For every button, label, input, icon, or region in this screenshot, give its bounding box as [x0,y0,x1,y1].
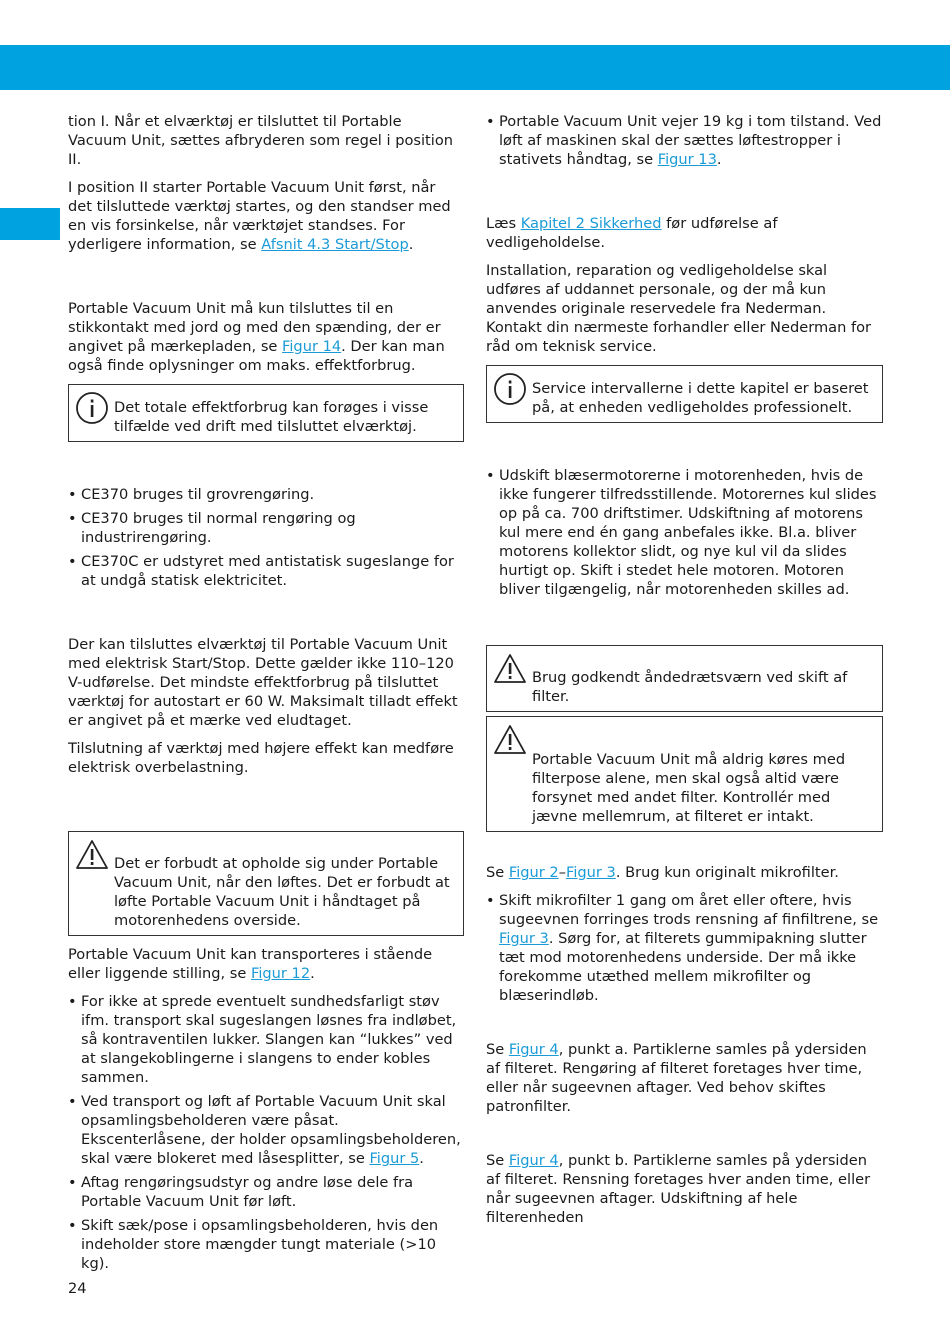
chapter-tab-marker [0,208,60,240]
warning-icon [493,723,527,757]
bullet-list [68,485,464,590]
list-item: • Ved transport og løft af Portable Vacuum Unit skal opsamlingsbeholderen være påsat. Ekscenterlåsene, der holder opsamlingsbeholderen, skal være blokeret med låsesplitter, se Figur 5. [68,1092,464,1168]
paragraph: Installation, reparation og vedligeholdelse skal udføres af uddannet personale, og der må kun anvendes originale reservedele fra Nederman. Kontakt din nærmeste forhandler eller Nederman for råd om teknisk service. [486,262,872,355]
list-item: • Portable Vacuum Unit vejer 19 kg i tom tilstand. Ved løft af maskinen skal der sættes løftestropper i stativets håndtag, se Figur 13. [486,112,883,169]
notice-text: Det er forbudt at opholde sig under Portable Vacuum Unit, når den løftes. Det er forbudt at løfte Portable Vacuum Unit i håndtaget på motorenhedens overside. [114,855,450,929]
list-item: • Udskift blæsermotorerne i motorenheden, hvis de ikke fungerer tilfredsstillende. Motorernes kul slides op på ca. 700 driftstimer. Udskiftning af motorens kul mere end én gang anbefales ikke. Bl.a. bliver motorens kollektor slidt, og nye kul vil da slides hurtigt op. Skift i stedet hele motoren. Motoren bliver tilgængelig, når motorenheden skilles ad. [486,466,883,599]
info-notice [68,384,464,442]
paragraph: Portable Vacuum Unit kan transporteres i stående eller liggende stilling, se Figur 12. [68,946,433,982]
section-link[interactable]: Afsnit 4.3 Start/Stop [261,236,409,253]
bullet-list [486,891,883,1005]
bullet-list [486,466,883,599]
list-item: • For ikke at sprede eventuelt sundhedsfarligt støv ifm. transport skal sugeslangen løsnes fra indløbet, så kontraventilen lukker. Slangen kan “lukkes” ved at slangekoblingerne i slangens to ender kobles sammen. [68,992,464,1087]
chapter-link[interactable]: Kapitel 2 Sikkerhed [520,215,662,232]
notice-text: Service intervallerne i dette kapitel er baseret på, at enheden vedligeholdes professionelt. [532,380,869,416]
paragraph: Portable Vacuum Unit må kun tilsluttes til en stikkontakt med jord og med den spænding, der er angivet på mærkepladen, se Figur 14. Der kan man også finde oplysninger om maks. effektforbrug. [68,300,445,374]
paragraph: Se Figur 2–Figur 3. Brug kun originalt mikrofilter. [486,864,839,881]
left-column [68,112,464,1282]
paragraph: Se Figur 4, punkt a. Partiklerne samles på ydersiden af filteret. Rengøring af filteret foretages hver time, eller når sugeevnen aftager. Ved behov skiftes patronfilter. [486,1041,867,1115]
warning-notice [68,831,464,936]
list-item: • CE370 bruges til normal rengøring og industrirengøring. [68,509,464,547]
list-item: • Skift mikrofilter 1 gang om året eller oftere, hvis sugeevnen forringes trods rensning af finfiltrene, se Figur 3. Sørg for, at filterets gummipakning slutter tæt mod motorenhedens underside. Der må ikke forekomme utæthed mellem mikrofilter og blæserindløb. [486,891,883,1005]
warning-icon [493,652,527,686]
page-number: 24 [68,1280,87,1297]
figure-link[interactable]: Figur 14 [282,338,342,355]
figure-link[interactable]: Figur 3 [566,864,616,881]
bullet-list [68,992,464,1273]
info-icon [493,372,527,406]
list-item: • CE370C er udstyret med antistatisk sugeslange for at undgå statisk elektricitet. [68,552,464,590]
paragraph: tion I. Når et elværktøj er tilsluttet til Portable Vacuum Unit, sættes afbryderen som regel i position II. [68,113,454,168]
paragraph: Læs Kapitel 2 Sikkerhed før udførelse af vedligeholdelse. [486,215,778,251]
figure-link[interactable]: Figur 3 [499,930,549,947]
warning-icon [75,838,109,872]
notice-text: Det totale effektforbrug kan forøges i visse tilfælde ved drift med tilsluttet elværktøj. [114,399,429,435]
paragraph: Se Figur 4, punkt b. Partiklerne samles på ydersiden af filteret. Rensning foretages hver anden time, eller når sugeevnen aftager. Udskiftning af hele filterenheden [486,1152,871,1226]
warning-notice [486,716,883,832]
notice-text: Brug godkendt åndedrætsværn ved skift af filter. [532,669,848,705]
info-icon [75,391,109,425]
figure-link[interactable]: Figur 12 [251,965,311,982]
figure-link[interactable]: Figur 4 [508,1041,559,1058]
header-band [0,45,950,90]
figure-link[interactable]: Figur 13 [657,151,717,168]
paragraph: Der kan tilsluttes elværktøj til Portable Vacuum Unit med elektrisk Start/Stop. Dette gælder ikke 110–120 V-udførelse. Det mindste effektforbrug på tilsluttet værktøj for autostart er 60 W. Maksimalt tilladt effekt er angivet på et mærke ved eludtaget. [68,636,458,729]
notice-text: Portable Vacuum Unit må aldrig køres med filterpose alene, men skal også altid være forsynet med andet filter. Kontrollér med jævne mellemrum, at filteret er intakt. [532,751,846,825]
list-item: • CE370 bruges til grovrengøring. [68,485,464,504]
figure-link[interactable]: Figur 5 [369,1150,420,1167]
paragraph: I position II starter Portable Vacuum Unit først, når det tilsluttede værktøj startes, og den standser med en vis forsinkelse, når værktøjet standses. For yderligere information, se Afsnit 4.3 Start/Stop. [68,179,451,253]
bullet-list [486,112,883,169]
right-column [486,112,883,1236]
list-item: • Skift sæk/pose i opsamlingsbeholderen, hvis den indeholder store mængder tungt materiale (>10 kg). [68,1216,464,1273]
paragraph: Tilslutning af værktøj med højere effekt kan medføre elektrisk overbelastning. [68,740,454,776]
figure-link[interactable]: Figur 2 [508,864,559,881]
list-item: • Aftag rengøringsudstyr og andre løse dele fra Portable Vacuum Unit før løft. [68,1173,464,1211]
info-notice [486,365,883,423]
warning-notice [486,645,883,712]
figure-link[interactable]: Figur 4 [508,1152,559,1169]
